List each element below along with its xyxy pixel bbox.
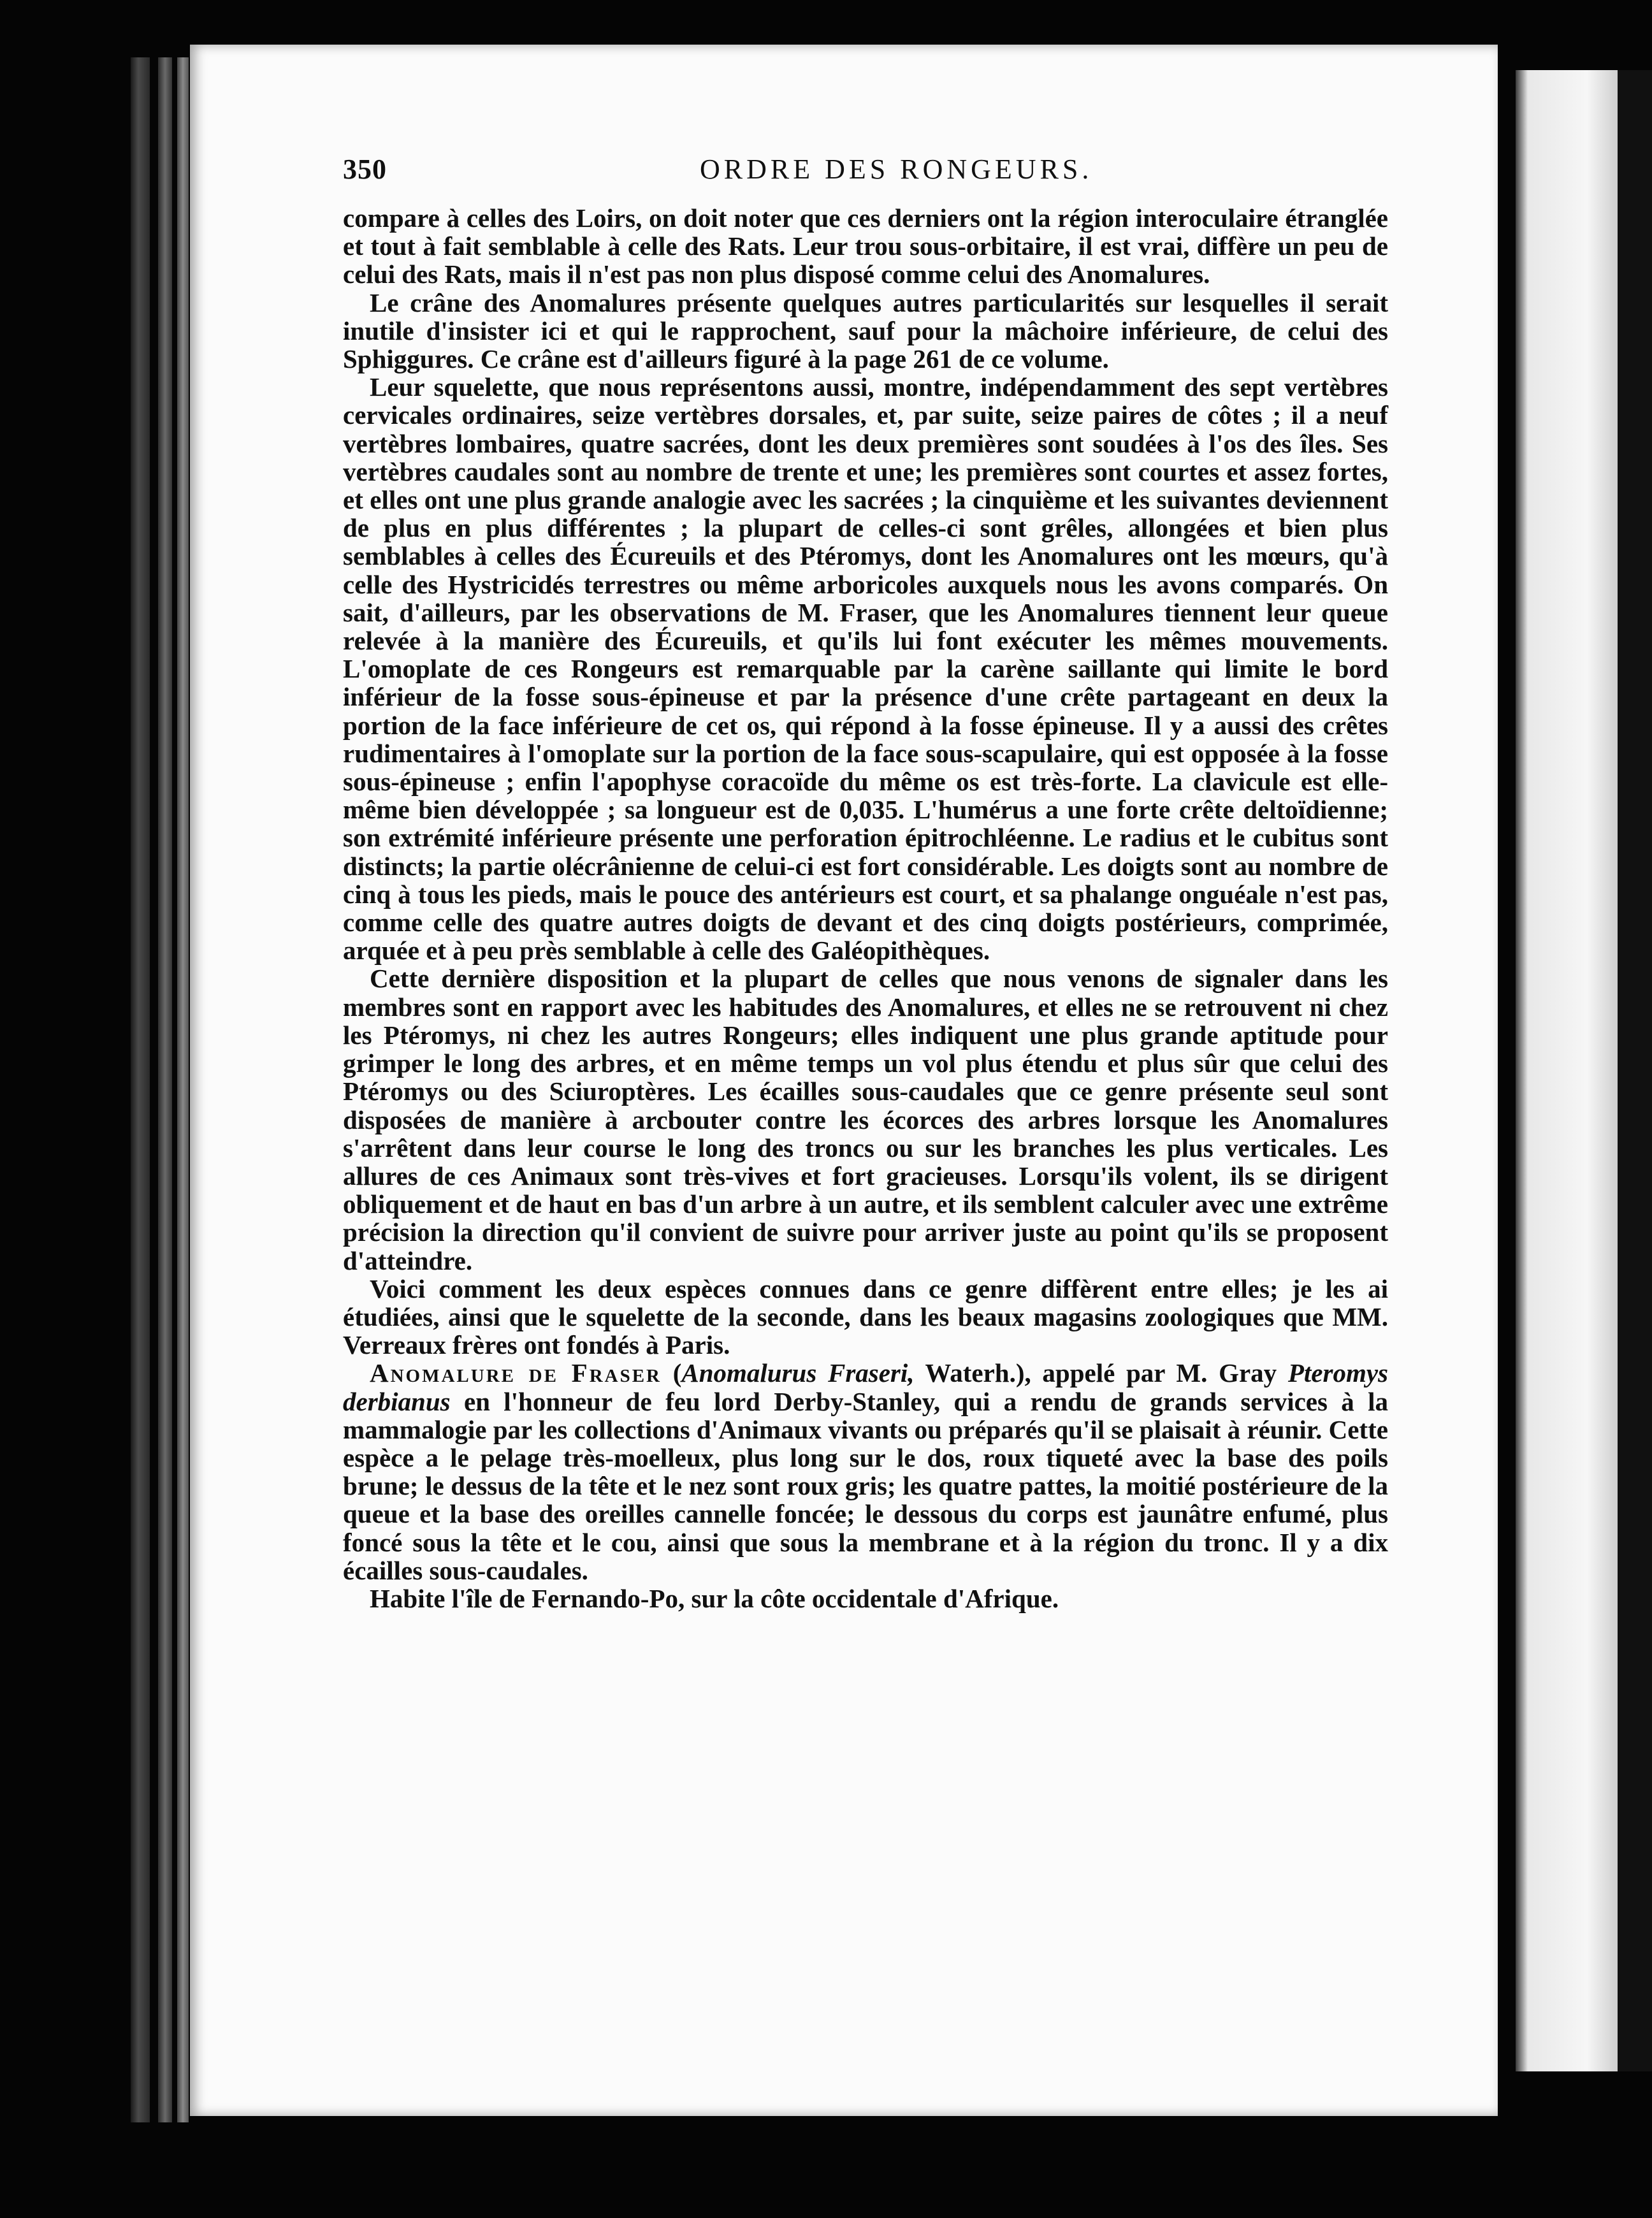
page-content <box>343 153 1388 1613</box>
habitat-paragraph: Habite l'île de Fernando-Po, sur la côte occidentale d'Afrique. <box>370 1583 1059 1613</box>
paragraph: Cette dernière disposition et la plupart de celles que nous venons de signaler dans les membres sont en rapport avec les habitudes des Anomalures, et elles ne se retrouvent ni chez les Ptéromys, ni chez les autres Rongeurs; elles indiquent une plus grande aptitude pour grimper le long des arbres, et en même temps un vol plus étendu et plus sûr que celui des Ptéromys ou des Sciuroptères. Les écailles sous-caudales que ce genre présente seul sont disposées de manière à arcbouter contre les écorces des arbres lorsque les Anomalures s'arrêtent dans leur course le long des troncs ou sur les branches les plus verticales. Les allures de ces Animaux sont très-vives et fort gracieuses. Lorsqu'ils volent, ils se dirigent obliquement et de haut en bas d'un arbre à un autre, et ils semblent calculer avec une extrême précision la direction qu'il convient de suivre pour arriver juste au point qu'ils se proposent d'atteindre. <box>343 964 1388 1275</box>
page-number: 350 <box>343 154 387 185</box>
species-name: Anomalure de Fraser <box>370 1358 662 1388</box>
paragraph: compare à celles des Loirs, on doit noter que ces derniers ont la région interoculaire étranglée et tout à fait semblable à celle des Rats. Leur trou sous-orbitaire, il est vrai, diffère un peu de celui des Rats, mais il n'est pas non plus disposé comme celui des Anomalures. <box>343 203 1388 289</box>
species-open-paren: ( <box>662 1358 682 1388</box>
binding-edge <box>158 57 172 2122</box>
species-latin-name: Anomalurus Fraseri, <box>681 1358 915 1388</box>
paragraph: Le crâne des Anomalures présente quelques autres particularités sur lesquelles il serait inutile d'insister ici et qui le rapprochent, sauf pour la mâchoire inférieure, de celui des Sphiggures. Ce crâne est d'ailleurs figuré à la page 261 de ce volume. <box>343 287 1388 374</box>
scan-shadow <box>1618 70 1652 2071</box>
species-description: en l'honneur de feu lord Derby-Stanley, qui a rendu de grands services à la mammalogie par les collections d'Animaux vivants ou préparés qu'il se plaisait à réunir. Cette espèce a le pelage très-moelleux, plus long sur le dos, roux tiqueté avec la base des poils brune; le dessus de la tête et le nez sont roux gris; les quatre pattes, la moitié postérieure de la queue et la base des oreilles cannelle foncée; le dessous du corps est jaunâtre enfumé, plus foncé sous la tête et le cou, ainsi que sous la membrane et à la région du tronc. Il y a dix écailles sous-caudales. <box>343 1386 1388 1585</box>
book-page <box>190 45 1498 2116</box>
species-synonym: Pteromys derbianus <box>343 1358 1388 1416</box>
paragraph: Leur squelette, que nous représentons aussi, montre, indépendamment des sept vertèbres cervicales ordinaires, seize vertèbres dorsales, et, par suite, seize paires de côtes ; il a neuf vertèbres lombaires, quatre sacrées, dont les deux premières sont soudées à l'os des îles. Ses vertèbres caudales sont au nombre de trente et une; les premières sont courtes et assez fortes, et elles ont une plus grande analogie avec les sacrées ; la cinquième et les suivantes deviennent de plus en plus différentes ; la plupart de celles-ci sont grêles, allongées et bien plus semblables à celles des Écureuils et des Ptéromys, dont les Anomalures ont les mœurs, qu'à celle des Hystricidés terrestres ou même arboricoles auxquels nous les avons comparés. On sait, d'ailleurs, par les observations de M. Fraser, que les Anomalures tiennent leur queue relevée à la manière des Écureuils, et qu'ils lui font exécuter les mêmes mouvements. L'omoplate de ces Rongeurs est remarquable par la carène saillante qui limite le bord inférieur de la fosse sous-épineuse et par la présence d'une crête partageant en deux la portion de la face inférieure de cet os, qui répond à la fosse épineuse. Il y a aussi des crêtes rudimentaires à l'omoplate sur la portion de la face sous-scapulaire, qui est opposée à la fosse sous-épineuse ; enfin l'apophyse coracoïde du même os est très-forte. La clavicule est elle-même bien développée ; sa longueur est de 0,035. L'humérus a une forte crête deltoïdienne; son extrémité inférieure présente une perforation épitrochléenne. Le radius et le cubitus sont distincts; la partie olécrânienne de celui-ci est fort considérable. Les doigts sont au nombre de cinq à tous les pieds, mais le pouce des antérieurs est court, et sa phalange onguéale n'est pas, comme celle des quatre autres doigts de devant et des cinq doigts postérieurs, comprimée, arquée et à peu près semblable à celle des Galéopithèques. <box>343 372 1388 966</box>
binding-edge <box>131 57 150 2122</box>
paragraph: Voici comment les deux espèces connues dans ce genre diffèrent entre elles; je les ai étudiées, ainsi que le squelette de la seconde, dans les beaux magasins zoologiques que MM. Verreaux frères ont fondés à Paris. <box>343 1273 1388 1360</box>
running-head <box>343 153 1388 204</box>
species-paragraph <box>343 1359 1388 1584</box>
species-authority: Waterh.), appelé par M. Gray <box>914 1358 1288 1388</box>
facing-page-edge <box>1516 70 1618 2071</box>
running-title: ORDRE DES RONGEURS. <box>700 154 1093 185</box>
binding-edge <box>177 57 189 2122</box>
